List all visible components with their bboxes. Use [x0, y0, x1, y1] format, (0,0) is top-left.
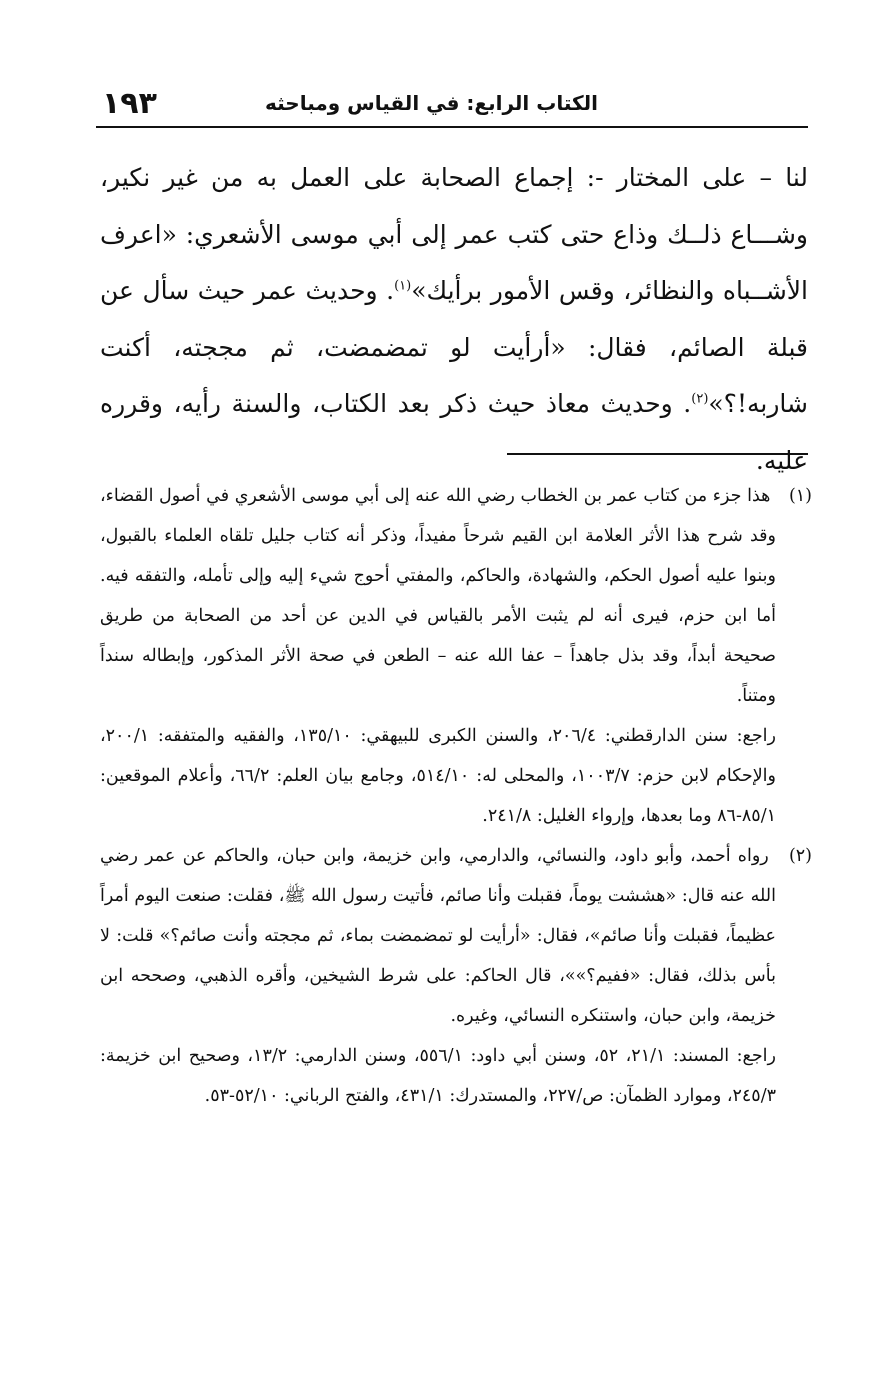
footnote-refs-1: راجع: سنن الدارقطني: ٢٠٦/٤، والسنن الكبرى للبيهقي: ١٣٥/١٠، والفقيه والمتفقه: ٢٠٠/١، والإحكام لابن حزم: ١٠٠٣/٧، والمحلى له: ٥١٤/١٠، وجامع بيان العلم: ٦٦/٢، وأعلام الموقعين: ٨٥/١-٨٦ وما بعدها، وإرواء الغليل: ٢٤١/٨.: [100, 726, 776, 826]
footnote-text-2: رواه أحمد، وأبو داود، والنسائي، والدارمي، وابن خزيمة، وابن حبان، والحاكم عن عمر رضي الله عنه قال: «هششت يوماً، فقبلت وأنا صائم، فأتيت رسول الله ﷺ، فقلت: صنعت اليوم أمراً عظيماً، فقبلت وأنا صائم»، فقال: «أرأيت لو تمضمضت بماء، ثم مججته وأنت صائم؟» قلت: لا بأس بذلك، فقال: «ففيم؟»»، قال الحاكم: على شرط الشيخين، وأقره الذهبي، وصححه ابن خزيمة، وابن حبان، واستنكره النسائي، وغيره.: [100, 846, 776, 1026]
footnote-marker-1: (١): [788, 486, 812, 506]
footnote-text-1: هذا جزء من كتاب عمر بن الخطاب رضي الله عنه إلى أبي موسى الأشعري في أصول القضاء، وقد شرح هذا الأثر العلامة ابن القيم شرحاً مفيداً، وذكر أنه كتاب جليل تلقاه العلماء بالقبول، وبنوا عليه أصول الحكم، والشهادة، والحاكم، والمفتي أحوج شيء إليه وإلى تأمله، والتفقه فيه. أما ابن حزم، فيرى أنه لم يثبت الأمر بالقياس في الدين عن أحد من الصحابة من طريق صحيحة أبداً، وقد بذل جاهداً – عفا الله عنه – الطعن في صحة الأثر المذكور، وإبطاله سنداً ومتناً.: [100, 486, 776, 706]
footnote-2: [100, 836, 812, 1116]
main-text-part-2: . وحديث عمر حيث سأل عن قبلة الصائم، فقال: «أرأيت لو تمضمضت، ثم مججته، أكنت شاربه!؟»: [100, 276, 808, 418]
main-text-part-1: لنا – على المختار -: إجماع الصحابة على العمل به من غير نكير، وشـــاع ذلــك وذاع حتى كتب عمر إلى أبي موسى الأشعري: «اعرف الأشــباه والنظائر، وقس الأمور برأيك»: [100, 163, 808, 305]
footnote-ref-1: (١): [394, 278, 412, 294]
footnote-separator: [507, 453, 808, 455]
footnote-ref-2: (٢): [691, 391, 709, 407]
footnote-refs-2: راجع: المسند: ٢١/١، ٥٢، وسنن أبي داود: ٥٥٦/١، وسنن الدارمي: ١٣/٢، وصحيح ابن خزيمة: ٢٤٥/٣، وموارد الظمآن: ص/٢٢٧، والمستدرك: ٤٣١/١، والفتح الرباني: ٥٢/١٠-٥٣.: [100, 1046, 776, 1106]
page-header: [96, 82, 808, 128]
main-text-part-3: . وحديث معاذ حيث ذكر بعد الكتاب، والسنة رأيه، وقرره عليه.: [100, 389, 808, 475]
running-title: الكتاب الرابع: في القياس ومباحثه: [264, 91, 598, 115]
page-number: ١٩٣: [102, 86, 157, 121]
main-paragraph: [100, 150, 808, 489]
footnote-marker-2: (٢): [788, 846, 812, 866]
footnotes-section: [100, 476, 812, 1116]
main-body: [100, 150, 808, 489]
footnote-1: [100, 476, 812, 836]
